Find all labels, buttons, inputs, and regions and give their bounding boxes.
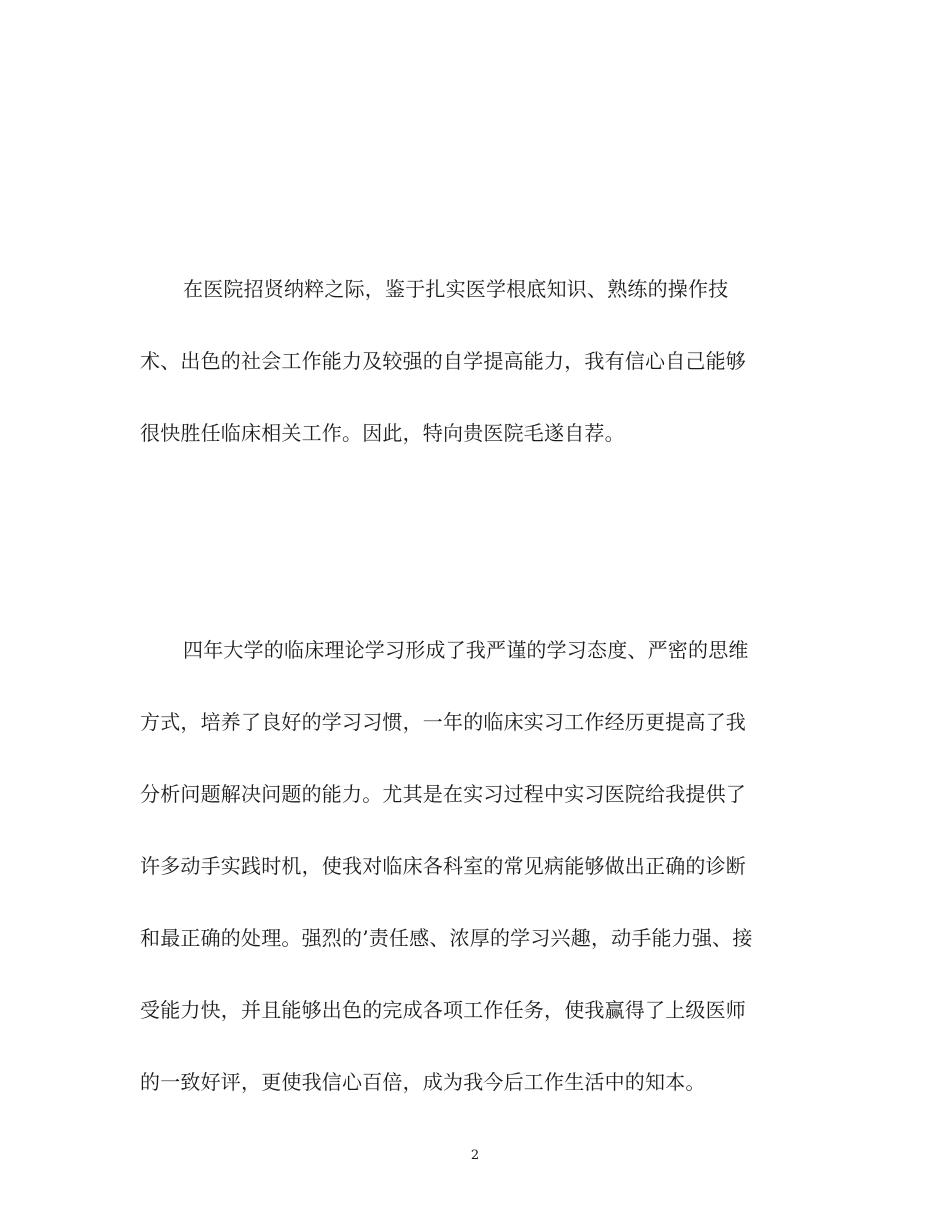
page-number: 2 (470, 1148, 480, 1163)
paragraph-line: 方式，培养了良好的学习习惯，一年的临床实习工作经历更提高了我 (140, 710, 746, 734)
paragraph-line: 术、出色的社会工作能力及较强的自学提高能力，我有信心自己能够 (140, 349, 746, 373)
paragraph-line: 分析问题解决问题的能力。尤其是在实习过程中实习医院给我提供了 (140, 782, 746, 806)
paragraph-line: 许多动手实践时机，使我对临床各科室的常见病能够做出正确的诊断 (140, 854, 746, 878)
paragraph-line: 很快胜任临床相关工作。因此，特向贵医院毛遂自荐。 (140, 421, 625, 445)
paragraph-line: 在医院招贤纳粹之际，鉴于扎实医学根底知识、熟练的操作技 (183, 277, 729, 301)
paragraph-line: 和最正确的处理。强烈的’责任感、浓厚的学习兴趣，动手能力强、接 (140, 926, 753, 950)
paragraph-line: 的一致好评，更使我信心百倍，成为我今后工作生活中的知本。 (140, 1070, 706, 1094)
paragraph-line: 四年大学的临床理论学习形成了我严谨的学习态度、严密的思维 (183, 638, 749, 662)
paragraph-line: 受能力快，并且能够出色的完成各项工作任务，使我赢得了上级医师 (140, 998, 746, 1022)
